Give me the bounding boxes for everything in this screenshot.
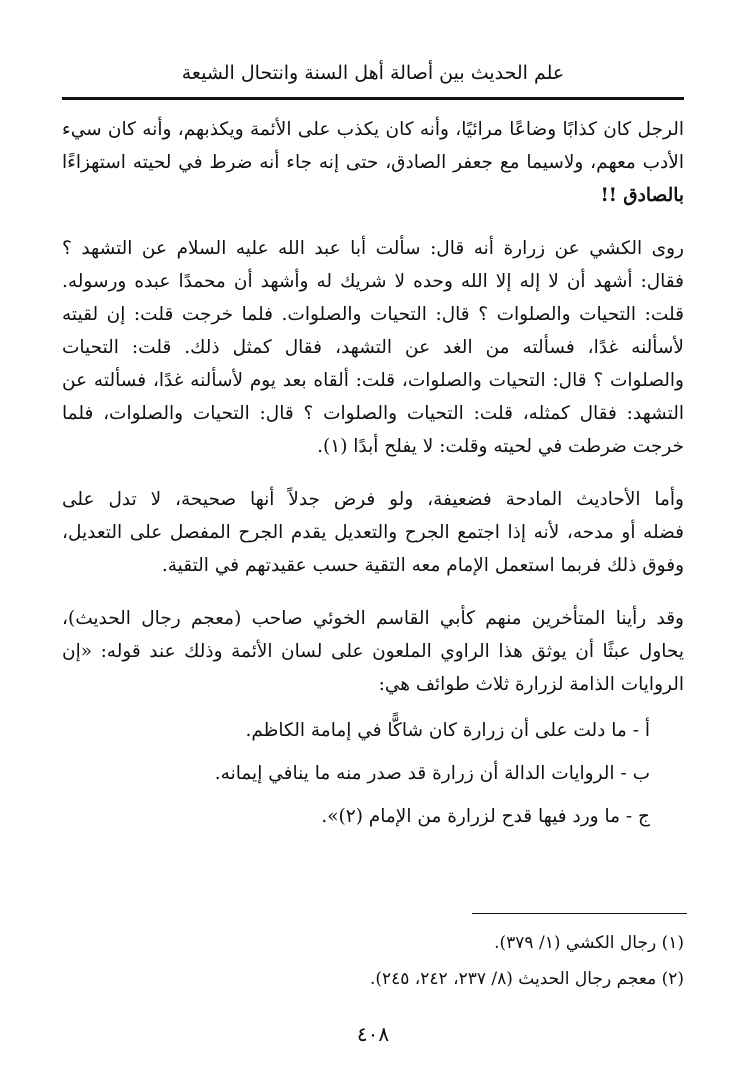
main-text xyxy=(62,113,684,838)
text-line: فضله أو مدحه، لأنه إذا اجتمع الجرح والتعديل يقدم الجرح المفصل على التعديل، xyxy=(62,522,684,543)
text-line: التشهد: فقال كمثله، قلت: التحيات والصلوات ؟ قال: التحيات والصلوات، فلما xyxy=(62,403,684,424)
running-header: علم الحديث بين أصالة أهل السنة وانتحال الشيعة xyxy=(181,62,565,84)
list-item: ب - الروايات الدالة أن زرارة قد صدر منه ما ينافي إيمانه. xyxy=(214,763,650,784)
text-line: يحاول عبثًا أن يوثق هذا الراوي الملعون على لسان الأئمة وذلك عند قوله: «إن xyxy=(62,641,684,662)
text-line: الأدب معهم، ولاسيما مع جعفر الصادق، حتى إنه جاء أنه ضرط في لحيته استهزاءًا xyxy=(62,152,684,173)
text-line: وأما الأحاديث المادحة فضعيفة، ولو فرض جدلاً أنها صحيحة، لا تدل على xyxy=(62,489,684,510)
paragraph-3 xyxy=(62,483,684,582)
header-rule xyxy=(62,97,684,100)
paragraph-4 xyxy=(62,602,684,701)
list-item: ج - ما ورد فيها قدح لزرارة من الإمام (٢)». xyxy=(321,806,650,827)
list xyxy=(62,709,684,838)
text-line: روى الكشي عن زرارة أنه قال: سألت أبا عبد الله عليه السلام عن التشهد ؟ xyxy=(62,238,684,259)
text-line: الرجل كان كذابًا وضاعًا مرائيًا، وأنه كان يكذب على الأئمة ويكذبهم، وأنه كان سيء xyxy=(62,119,684,140)
footnotes xyxy=(62,925,684,997)
footnote-rule xyxy=(472,913,687,914)
footnote-1: (١) رجال الكشي (١/ ٣٧٩). xyxy=(494,933,684,953)
text-line: قلت: التحيات والصلوات ؟ قال: التحيات والصلوات. فلما خرجت قلت: إن لقيته xyxy=(62,304,684,325)
paragraph-1 xyxy=(62,113,684,212)
text-line: فقال: أشهد أن لا إله إلا الله وحده لا شريك له وأشهد أن محمدًا عبده ورسوله. xyxy=(62,271,684,292)
paragraph-2 xyxy=(62,232,684,463)
text-line: والصلوات ؟ قال: التحيات والصلوات، قلت: ألقاه بعد يوم لأسألنه غدًا، فسألته عن xyxy=(62,370,684,391)
text-line: وقد رأينا المتأخرين منهم كأبي القاسم الخوئي صاحب (معجم رجال الحديث)، xyxy=(62,608,684,629)
text-line: الروايات الذامة لزرارة ثلاث طوائف هي: xyxy=(378,674,684,695)
list-item: أ - ما دلت على أن زرارة كان شاكًّا في إمامة الكاظم. xyxy=(245,720,650,741)
text-line: وفوق ذلك فربما استعمل الإمام معه التقية حسب عقيدتهم في التقية. xyxy=(161,555,684,576)
text-line: لأسألنه غدًا، فسألته من الغد عن التشهد، فقال كمثل ذلك. قلت: التحيات xyxy=(62,337,684,358)
text-line: بالصادق !! xyxy=(600,185,684,206)
footnote-2: (٢) معجم رجال الحديث (٨/ ٢٣٧، ٢٤٢، ٢٤٥). xyxy=(369,969,684,989)
text-line: خرجت ضرطت في لحيته وقلت: لا يفلح أبدًا (١). xyxy=(317,436,684,457)
page-number: ٤٠٨ xyxy=(356,1022,390,1046)
